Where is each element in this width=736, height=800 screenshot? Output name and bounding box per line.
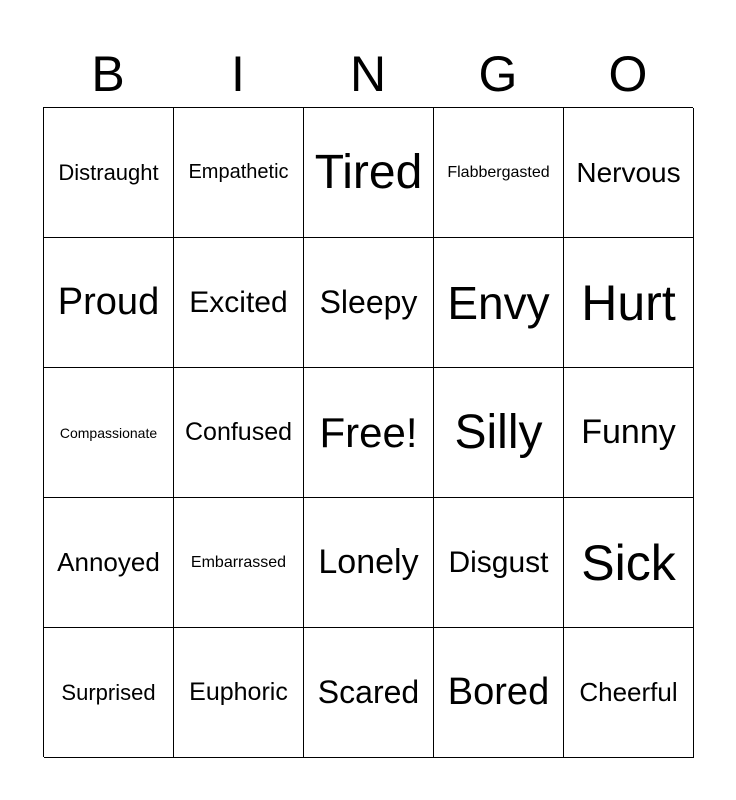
cell-word: Euphoric bbox=[189, 678, 288, 706]
cell-word: Embarrassed bbox=[190, 553, 287, 571]
cell-word: Confused bbox=[184, 418, 293, 446]
bingo-cell free-space bbox=[304, 368, 434, 498]
cell-word: Nervous bbox=[576, 156, 681, 188]
bingo-cell bbox=[174, 368, 304, 498]
header-letter-o: O bbox=[608, 46, 648, 102]
free-space-label: Free! bbox=[319, 408, 418, 456]
bingo-cell bbox=[564, 238, 694, 368]
bingo-cell bbox=[174, 498, 304, 628]
bingo-cell bbox=[44, 628, 174, 758]
bingo-header bbox=[43, 40, 693, 108]
header-letter-b: B bbox=[91, 46, 125, 102]
cell-word: Distraught bbox=[58, 159, 159, 185]
bingo-cell bbox=[174, 108, 304, 238]
bingo-cell bbox=[44, 238, 174, 368]
cell-word: Compassionate bbox=[59, 424, 158, 441]
cell-word: Excited bbox=[189, 285, 288, 319]
cell-word: Disgust bbox=[448, 545, 549, 579]
bingo-cell bbox=[564, 628, 694, 758]
cell-word: Empathetic bbox=[188, 161, 289, 183]
cell-word: Scared bbox=[317, 674, 420, 710]
cell-word: Envy bbox=[447, 276, 550, 329]
cell-word: Hurt bbox=[581, 274, 676, 331]
bingo-cell bbox=[174, 238, 304, 368]
cell-word: Funny bbox=[581, 413, 676, 451]
cell-word: Cheerful bbox=[579, 677, 678, 707]
cell-word: Flabbergasted bbox=[447, 163, 550, 181]
cell-word: Bored bbox=[447, 671, 550, 713]
cell-word: Silly bbox=[454, 406, 543, 459]
bingo-cell bbox=[44, 368, 174, 498]
cell-word: Proud bbox=[57, 281, 160, 323]
cell-word: Sick bbox=[581, 534, 676, 591]
bingo-cell bbox=[304, 238, 434, 368]
bingo-cell bbox=[44, 498, 174, 628]
bingo-cell bbox=[564, 498, 694, 628]
bingo-cell bbox=[304, 628, 434, 758]
bingo-cell bbox=[174, 628, 304, 758]
header-letter-i: I bbox=[231, 46, 245, 102]
bingo-board bbox=[43, 107, 693, 757]
cell-word: Sleepy bbox=[319, 284, 418, 320]
bingo-cell bbox=[434, 498, 564, 628]
bingo-cell bbox=[434, 238, 564, 368]
bingo-cell bbox=[44, 108, 174, 238]
bingo-cell bbox=[304, 108, 434, 238]
cell-word: Surprised bbox=[61, 679, 156, 705]
cell-word: Lonely bbox=[318, 543, 419, 581]
cell-word: Tired bbox=[314, 146, 423, 199]
header-letter-n: N bbox=[349, 46, 387, 102]
bingo-cell bbox=[564, 108, 694, 238]
bingo-cell bbox=[434, 108, 564, 238]
bingo-cell bbox=[434, 628, 564, 758]
cell-word: Annoyed bbox=[57, 547, 160, 577]
bingo-cell bbox=[304, 498, 434, 628]
bingo-cell bbox=[564, 368, 694, 498]
bingo-cell bbox=[434, 368, 564, 498]
header-letter-g: G bbox=[478, 46, 518, 102]
